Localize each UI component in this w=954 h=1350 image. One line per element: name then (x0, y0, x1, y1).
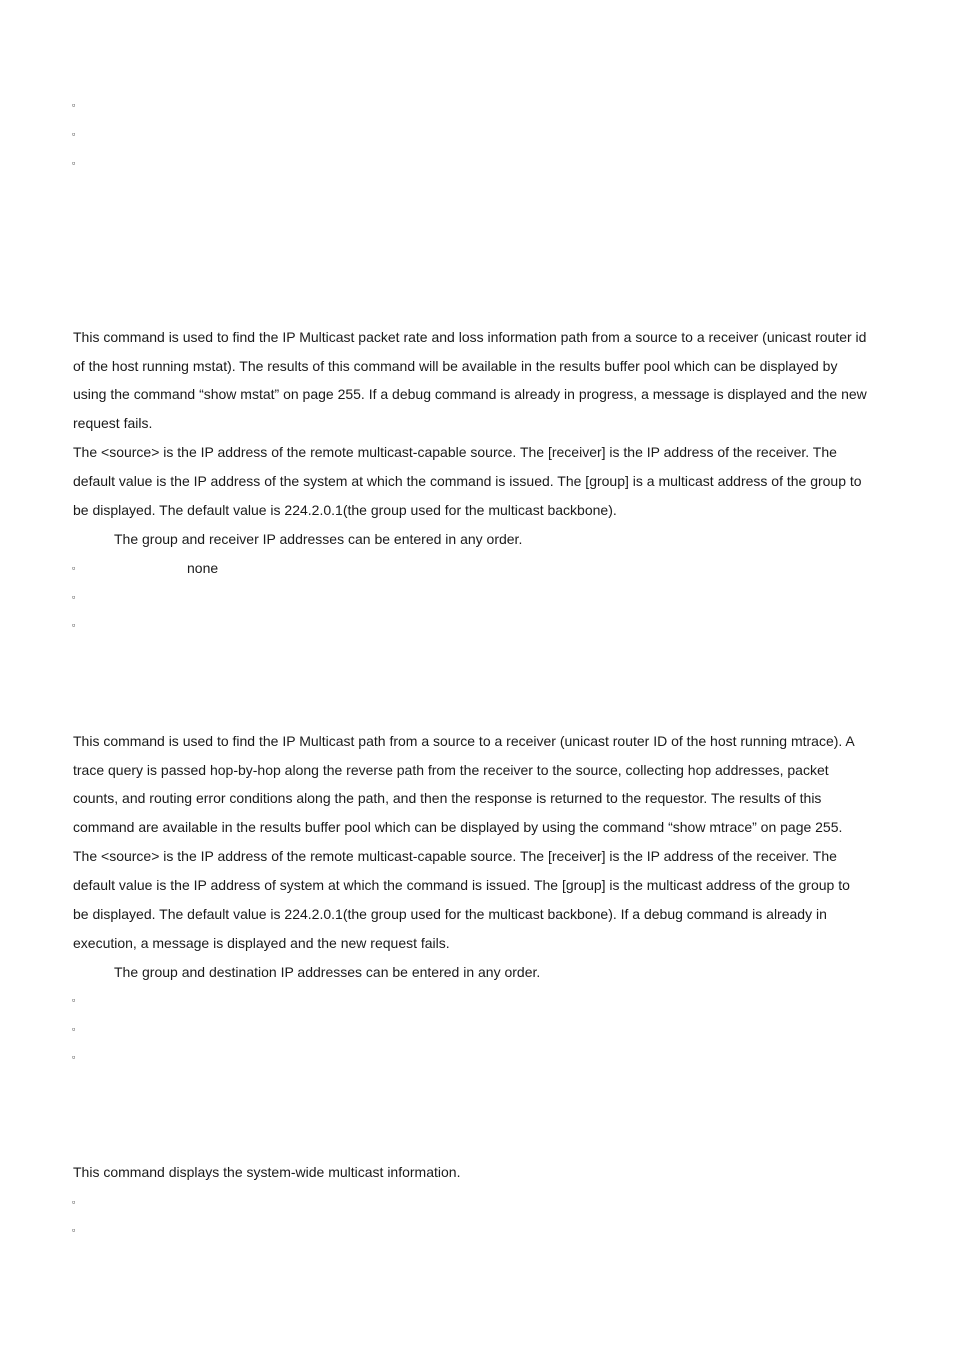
bullet-marker: ▫ (72, 995, 76, 1005)
paragraph-line: counts, and routing error conditions along the path, and then the response is returned to the requestor. The results of this (73, 790, 822, 806)
bullet-marker: ▫ (72, 100, 76, 110)
paragraph-line: using the command “show mstat” on page 255. If a debug command is already in progress, a message is displayed and the new (73, 386, 867, 402)
bullet-marker: ▫ (72, 129, 76, 139)
bullet-marker: ▫ (72, 158, 76, 168)
bullet-marker: ▫ (72, 1052, 76, 1062)
paragraph-line: execution, a message is displayed and the new request fails. (73, 935, 450, 951)
paragraph-line: be displayed. The default value is 224.2.0.1(the group used for the multicast backbone). (73, 502, 617, 518)
paragraph-line: This command is used to find the IP Multicast packet rate and loss information path from a source to a receiver (unicast router id (73, 329, 867, 345)
bullet-marker: ▫ (72, 620, 76, 630)
paragraph-line: The <source> is the IP address of the remote multicast-capable source. The [receiver] is the IP address of the receiver. The (73, 444, 837, 460)
paragraph-line: command are available in the results buffer pool which can be displayed by using the command “show mtrace” on page 255. (73, 819, 843, 835)
paragraph-line: default value is the IP address of the system at which the command is issued. The [group] is a multicast address of the group to (73, 473, 862, 489)
bullet-marker: ▫ (72, 563, 76, 573)
bullet-marker: ▫ (72, 1024, 76, 1034)
bullet-marker: ▫ (72, 1197, 76, 1207)
bullet-marker: ▫ (72, 1225, 76, 1235)
paragraph-line: request fails. (73, 415, 153, 431)
note-text: The group and destination IP addresses can be entered in any order. (114, 964, 541, 980)
default-value-text: none (187, 560, 219, 576)
paragraph-line: be displayed. The default value is 224.2.0.1(the group used for the multicast backbone). If a debug command is already in (73, 906, 827, 922)
paragraph-line: of the host running mstat). The results of this command will be available in the results buffer pool which can be displayed by (73, 358, 838, 374)
bullet-marker: ▫ (72, 592, 76, 602)
paragraph-line: This command is used to find the IP Multicast path from a source to a receiver (unicast router ID of the host running mtrace). A (73, 733, 855, 749)
paragraph-line: trace query is passed hop-by-hop along the reverse path from the receiver to the source, collecting hop addresses, packet (73, 762, 829, 778)
paragraph-line: This command displays the system-wide multicast information. (73, 1164, 461, 1180)
paragraph-line: The <source> is the IP address of the remote multicast-capable source. The [receiver] is the IP address of the receiver. The (73, 848, 837, 864)
paragraph-line: default value is the IP address of system at which the command is issued. The [group] is the multicast address of the group to (73, 877, 850, 893)
note-text: The group and receiver IP addresses can be entered in any order. (114, 531, 523, 547)
